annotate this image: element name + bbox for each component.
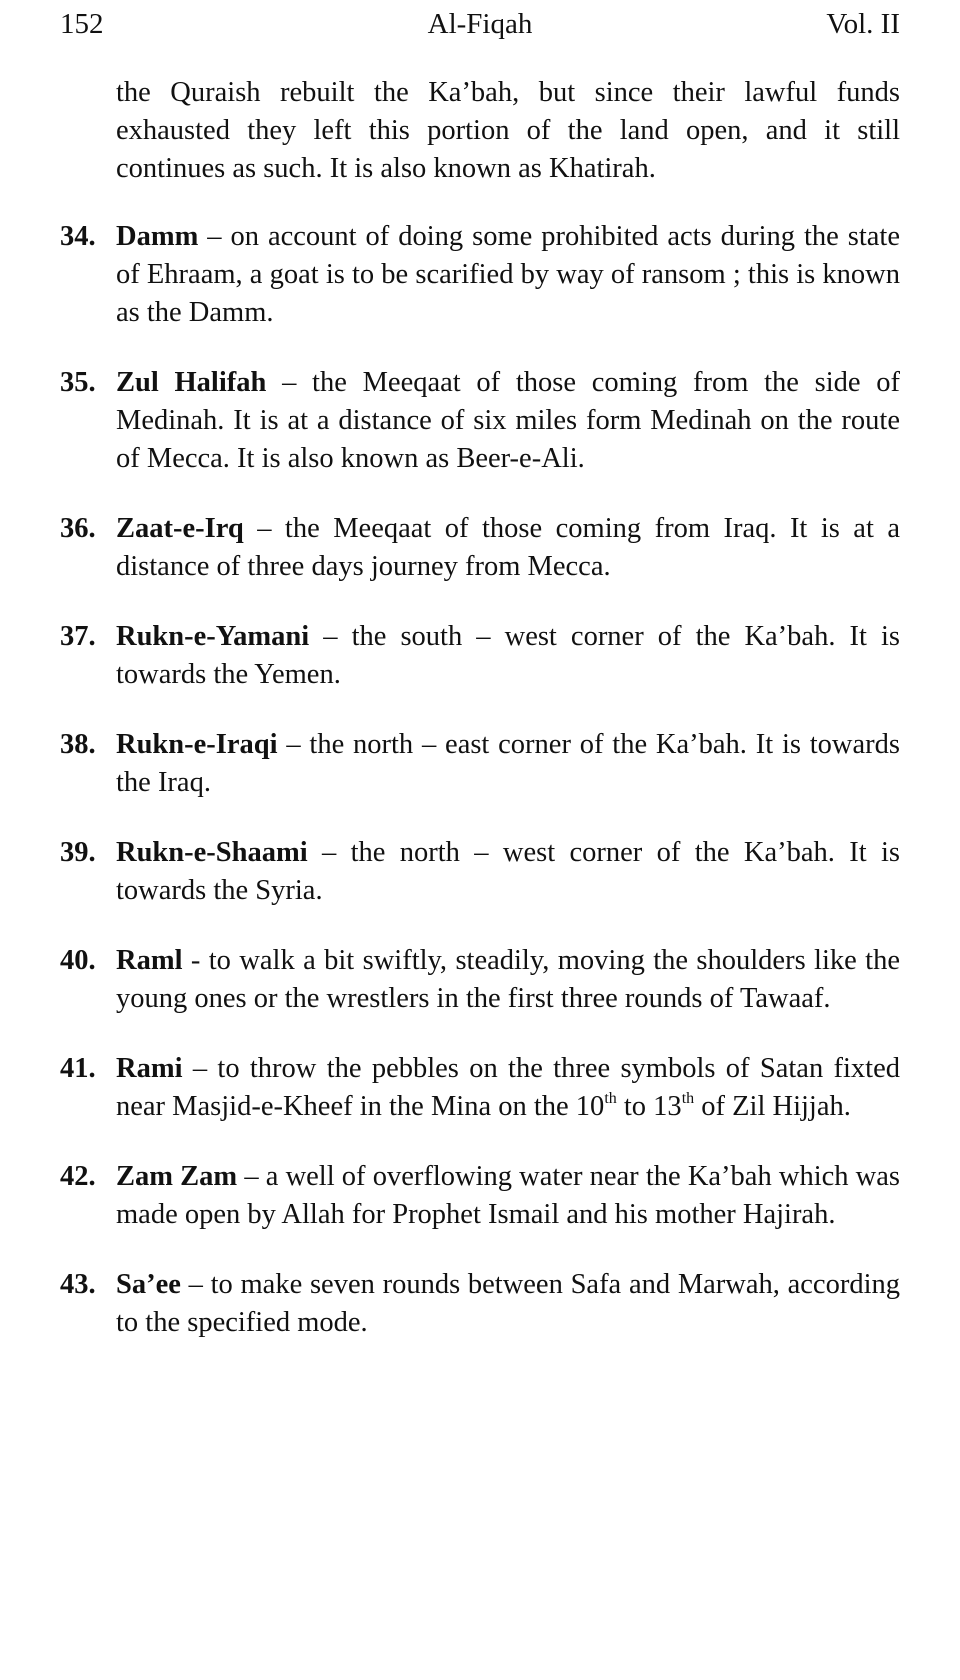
entry-term: Rukn-e-Yamani [116, 621, 310, 652]
ordinal-suffix: th [604, 1089, 617, 1107]
entry-definition: – on account of doing some prohibited acts during the state of Ehraam, a goat is to be scarified by way of ransom ; this is known as the Damm. [116, 221, 900, 328]
entry-definition: – the Meeqaat of those coming from Iraq. It is at a distance of three days journey from Mecca. [116, 513, 900, 582]
entry-definition: – the north – west corner of the Ka’bah. It is towards the Syria. [116, 837, 900, 906]
entry-definition: – the Meeqaat of those coming from the side of Medinah. It is at a distance of six miles form Medinah on the route of Mecca. It is also known as Beer-e-Ali. [116, 367, 901, 474]
entry-term: Rukn-e-Shaami [116, 837, 308, 868]
ordinal-suffix: th [681, 1089, 695, 1107]
book-title: Al-Fiqah [427, 8, 533, 40]
page-number: 152 [60, 8, 104, 40]
entry-number: 39. [60, 837, 96, 868]
entry-term: Raml [116, 945, 183, 976]
entry-definition: – to throw the pebbles on the three symbols of Satan fixted near Masjid-e-Kheef in the Mina on the 10 [116, 1053, 900, 1122]
entry-number: 36. [60, 513, 96, 544]
glossary-entry-saee [60, 1266, 900, 1342]
entry-number: 34. [60, 221, 96, 252]
entry-definition: – a well of overflowing water near the Ka’bah which was made open by Allah for Prophet Ismail and his mother Hajirah. [116, 1161, 901, 1230]
entry-number: 42. [60, 1161, 96, 1192]
glossary-entry-zam-zam [60, 1158, 900, 1234]
volume-label: Vol. II [826, 8, 900, 40]
entry-term: Zul Halifah [116, 367, 267, 398]
entry-definition: - to walk a bit swiftly, steadily, moving the shoulders like the young ones or the wrestlers in the first three rounds of Tawaaf. [116, 945, 900, 1014]
entry-definition: – the north – east corner of the Ka’bah. It is towards the Iraq. [116, 729, 900, 798]
entry-definition: – the south – west corner of the Ka’bah. It is towards the Yemen. [116, 621, 900, 690]
entry-term: Rukn-e-Iraqi [116, 729, 278, 760]
glossary-entry-rukn-e-yamani [60, 618, 900, 694]
glossary-entry-raml [60, 942, 900, 1018]
entry-term: Damm [116, 221, 199, 252]
glossary-entry-zul-halifah [60, 364, 900, 478]
entry-number: 37. [60, 621, 96, 652]
glossary-entry-rukn-e-shaami [60, 834, 900, 910]
entry-definition-continued: to 13 [616, 1091, 682, 1122]
entry-number: 41. [60, 1053, 96, 1084]
entry-term: Sa’ee [116, 1269, 181, 1300]
entry-term: Rami [116, 1053, 183, 1084]
entry-number: 38. [60, 729, 96, 760]
running-header [60, 4, 900, 44]
continuation-paragraph: the Quraish rebuilt the Ka’bah, but since their lawful funds exhausted they left this portion of the land open, and it still continues as such. It is also known as Khatirah. [116, 77, 900, 184]
glossary-entry-zaat-e-irq [60, 510, 900, 586]
entry-definition-end: of Zil Hijjah. [694, 1091, 851, 1122]
entry-number: 35. [60, 367, 96, 398]
entry-term: Zaat-e-Irq [116, 513, 244, 544]
entry-definition: – to make seven rounds between Safa and Marwah, according to the specified mode. [116, 1269, 900, 1338]
entry-term: Zam Zam [116, 1161, 238, 1192]
entry-number: 43. [60, 1269, 96, 1300]
entry-number: 40. [60, 945, 96, 976]
glossary-entry-rami [60, 1050, 900, 1126]
glossary-content [60, 74, 900, 1374]
glossary-entry-rukn-e-iraqi [60, 726, 900, 802]
glossary-entry-damm [60, 218, 900, 332]
